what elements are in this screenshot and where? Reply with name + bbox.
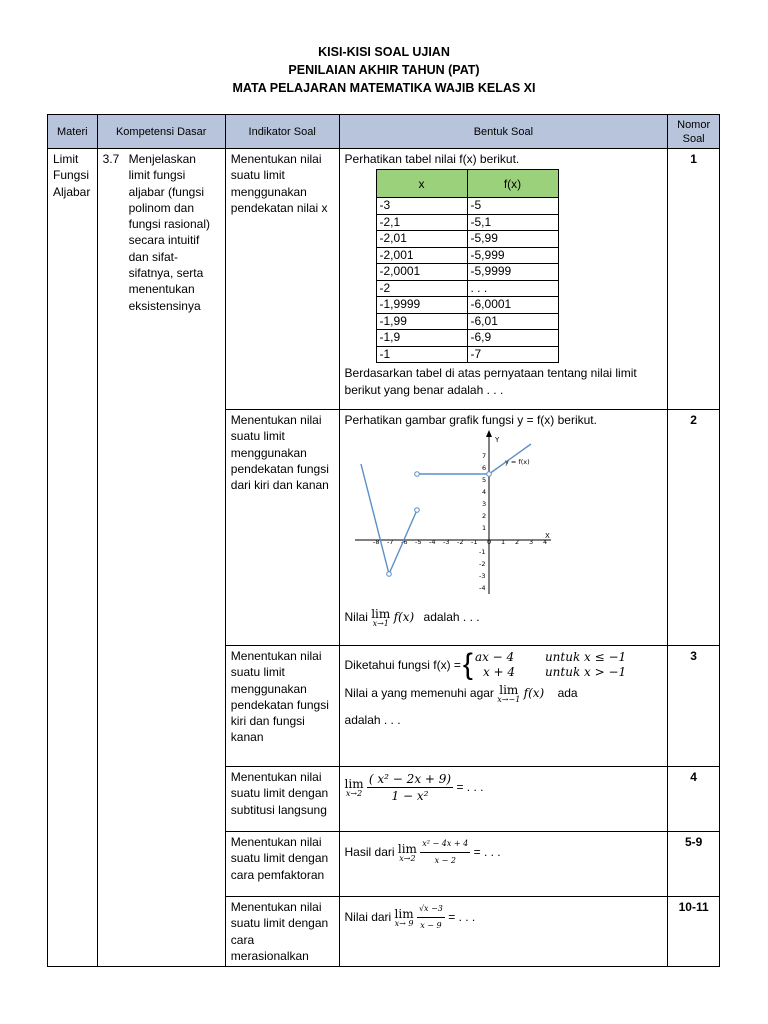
lim-text: lim	[371, 607, 391, 622]
fx-table-fx-cell: -7	[467, 346, 558, 363]
kd-cell	[97, 149, 225, 967]
fx-table-x-cell: -2,001	[376, 247, 467, 264]
fx-table-x-cell: -3	[376, 198, 467, 215]
lim-text: lim	[397, 841, 417, 856]
y-tick-label: 4	[481, 488, 486, 497]
col-header-kd: Kompetensi Dasar	[97, 115, 225, 149]
question-suffix: adalah . . .	[423, 610, 480, 625]
x-tick-label: 2	[514, 538, 519, 547]
col-header-materi: Materi	[48, 115, 98, 149]
indikator-cell	[225, 149, 339, 410]
question-prefix: Hasil dari	[344, 844, 395, 859]
question-prefix: Nilai dari	[344, 909, 392, 924]
fx-table-x-cell: -1	[376, 346, 467, 363]
bentuk-cell	[339, 767, 668, 832]
limit-fraction	[420, 836, 470, 870]
bentuk-cell	[339, 646, 668, 767]
lim-subscript: x→ 9	[394, 918, 414, 928]
y-tick-label: -1	[478, 548, 485, 557]
fx-table-row	[376, 280, 558, 297]
question-line	[345, 771, 663, 805]
question-suffix: ada	[557, 686, 578, 701]
question-line	[345, 608, 663, 628]
bentuk-cell	[339, 149, 668, 410]
nomor-cell: 10-11	[668, 897, 720, 967]
fx-table-fx-cell: -6,01	[467, 313, 558, 330]
fraction-numerator: √x −3	[417, 901, 445, 918]
lim-text: lim	[344, 776, 364, 791]
fx-table-row	[376, 247, 558, 264]
title-line-1: KISI-KISI SOAL UJIAN	[318, 45, 450, 59]
fx-table-x-cell: -1,9999	[376, 297, 467, 314]
x-tick-labels	[373, 538, 547, 546]
indikator-text: Menentukan nilai suatu limit dengan cara merasionalkan	[230, 900, 329, 963]
case1-expr: ax − 4	[474, 650, 515, 664]
fraction-denominator: x − 9	[420, 921, 442, 931]
materi-text: Limit Fungsi Aljabar	[53, 152, 91, 199]
bentuk-cell	[339, 897, 668, 967]
table-header-row	[48, 115, 720, 149]
lim-text: lim	[394, 906, 414, 921]
fx-table-row	[376, 264, 558, 281]
fx-table-fx-cell: -5,1	[467, 214, 558, 231]
indikator-cell	[225, 832, 339, 897]
indikator-text: Menentukan nilai suatu limit menggunakan pendekatan fungsi kiri dan fungsi kanan	[230, 649, 329, 745]
fx-table-row	[376, 198, 558, 215]
nomor-cell: 1	[668, 149, 720, 410]
fx-table-row	[376, 214, 558, 231]
fx-table-fx-cell: -5	[467, 198, 558, 215]
nomor-cell: 4	[668, 767, 720, 832]
piecewise-definition	[345, 650, 663, 680]
materi-cell	[48, 149, 98, 967]
x-tick-label: -6	[400, 538, 407, 547]
fx-table-x-cell: -2,0001	[376, 264, 467, 281]
question-intro: Perhatikan tabel nilai f(x) berikut.	[344, 152, 520, 166]
title-line-2: PENILAIAN AKHIR TAHUN (PAT)	[288, 63, 480, 77]
col-header-nomor: Nomor Soal	[668, 115, 720, 149]
question-line	[345, 901, 663, 935]
fx-table-fx-cell: -6,0001	[467, 297, 558, 314]
limit-fraction	[367, 771, 453, 805]
lim-subscript: x→2	[345, 788, 363, 798]
kd-number: 3.7	[102, 152, 120, 166]
x-tick-label: 0	[486, 538, 491, 547]
case1-cond: untuk x ≤ −1	[544, 650, 627, 664]
question-intro: Diketahui fungsi f(x) =	[344, 657, 461, 672]
fx-table-x-cell: -2,1	[376, 214, 467, 231]
lim-text: lim	[499, 683, 519, 697]
limit-symbol	[371, 608, 390, 628]
indikator-cell	[225, 897, 339, 967]
title-line-3: MATA PELAJARAN MATEMATIKA WAJIB KELAS XI	[232, 81, 536, 95]
limit-symbol	[398, 843, 417, 863]
graph-open-point	[414, 508, 419, 513]
y-tick-labels	[479, 452, 486, 592]
y-tick-label: -2	[478, 560, 485, 569]
x-tick-label: -2	[456, 538, 463, 547]
lim-subscript: x→1	[372, 619, 389, 629]
graph-open-point	[486, 472, 491, 477]
limit-expression: f(x)	[393, 610, 415, 625]
x-tick-label: 3	[528, 538, 533, 547]
x-tick-label: -5	[414, 538, 421, 547]
question-line	[345, 836, 663, 870]
indikator-cell	[225, 646, 339, 767]
y-tick-label: 7	[481, 452, 486, 461]
limit-fraction	[417, 901, 445, 935]
indikator-text: Menentukan nilai suatu limit menggunakan pendekatan nilai x	[230, 152, 328, 215]
graph-segment-left-down	[361, 464, 389, 574]
question-prefix: Nilai a yang memenuhi agar	[344, 686, 494, 701]
question-suffix: = . . .	[456, 779, 484, 794]
indikator-cell	[225, 767, 339, 832]
limit-symbol	[497, 684, 520, 704]
x-tick-label: -8	[372, 538, 379, 547]
y-axis-arrow	[486, 430, 492, 437]
limit-expression: f(x)	[523, 686, 545, 701]
question-suffix: = . . .	[448, 909, 476, 924]
nomor-cell: 2	[668, 410, 720, 646]
graph-open-point	[414, 472, 419, 477]
y-axis-label: Y	[494, 436, 499, 445]
limit-symbol	[395, 908, 414, 928]
case2-expr: x + 4	[482, 665, 516, 679]
y-tick-label: -4	[478, 584, 485, 593]
table-row	[48, 149, 720, 410]
question-end: adalah . . .	[344, 713, 401, 727]
bentuk-cell	[339, 410, 668, 646]
fx-table-x-cell: -2	[376, 280, 467, 297]
nomor-cell: 3	[668, 646, 720, 767]
bentuk-cell	[339, 832, 668, 897]
x-tick-label: 4	[542, 538, 547, 547]
fraction-numerator: x² − 4x + 4	[420, 836, 470, 853]
y-tick-label: 6	[481, 464, 486, 473]
indikator-text: Menentukan nilai suatu limit menggunakan pendekatan fungsi dari kiri dan kanan	[230, 413, 329, 493]
lim-subscript: x→−1	[497, 695, 521, 704]
question-prefix: Nilai	[344, 610, 368, 625]
kisi-kisi-table	[47, 114, 720, 967]
fx-table-x-cell: -2,01	[376, 231, 467, 248]
case2-cond: untuk x > −1	[544, 665, 627, 679]
y-tick-label: 3	[481, 500, 486, 509]
fraction-denominator: x − 2	[434, 856, 456, 866]
fx-table-row	[376, 297, 558, 314]
col-header-bentuk: Bentuk Soal	[339, 115, 668, 149]
fx-table-row	[376, 330, 558, 347]
fx-value-table	[376, 169, 559, 363]
fx-table-fx-cell: -5,9999	[467, 264, 558, 281]
question-suffix: = . . .	[473, 844, 501, 859]
indikator-text: Menentukan nilai suatu limit dengan cara pemfaktoran	[230, 835, 329, 882]
graph-open-point	[386, 572, 391, 577]
x-tick-label: -1	[470, 538, 477, 547]
question-intro: Perhatikan gambar grafik fungsi y = f(x) berikut.	[344, 413, 597, 427]
fx-table-header-fx: f(x)	[467, 170, 558, 198]
fx-table-fx-cell: -6,9	[467, 330, 558, 347]
fraction-numerator: ( x² − 2x + 9)	[367, 771, 453, 788]
fx-table-row	[376, 231, 558, 248]
limit-symbol	[345, 778, 364, 798]
y-tick-label: -3	[478, 572, 485, 581]
curve-label: y = f(x)	[504, 458, 530, 467]
fx-table-fx-cell: -5,999	[467, 247, 558, 264]
y-tick-label: 1	[481, 524, 486, 533]
indikator-cell	[225, 410, 339, 646]
fx-table-x-cell: -1,9	[376, 330, 467, 347]
brace: {	[462, 648, 473, 681]
question-outro: Berdasarkan tabel di atas pernyataan tentang nilai limit berikut yang benar adalah . . .	[344, 366, 637, 397]
fx-table-row	[376, 313, 558, 330]
fx-table-x-cell: -1,99	[376, 313, 467, 330]
nomor-cell: 5-9	[668, 832, 720, 897]
function-graph	[355, 428, 555, 596]
x-tick-label: 1	[500, 538, 505, 547]
fraction-denominator: 1 − x²	[391, 789, 429, 804]
fx-table-header-x: x	[376, 170, 467, 198]
fx-table-fx-cell: -5,99	[467, 231, 558, 248]
x-tick-label: -7	[386, 538, 393, 547]
x-tick-label: -3	[442, 538, 449, 547]
y-tick-label: 2	[481, 512, 486, 521]
fx-table-row	[376, 346, 558, 363]
lim-subscript: x→2	[399, 853, 416, 863]
indikator-text: Menentukan nilai suatu limit dengan subtitusi langsung	[230, 770, 329, 817]
fx-table-fx-cell: . . .	[467, 280, 558, 297]
col-header-indikator: Indikator Soal	[225, 115, 339, 149]
x-tick-label: -4	[428, 538, 435, 547]
kd-text: Menjelaskan limit fungsi aljabar (fungsi polinom dan fungsi rasional) secara intuitif dan sifat-sifatnya, serta menentukan eksistensinya	[128, 152, 210, 313]
x-axis-label: X	[544, 532, 550, 541]
y-tick-label: 5	[481, 476, 486, 485]
question-line	[345, 684, 663, 704]
